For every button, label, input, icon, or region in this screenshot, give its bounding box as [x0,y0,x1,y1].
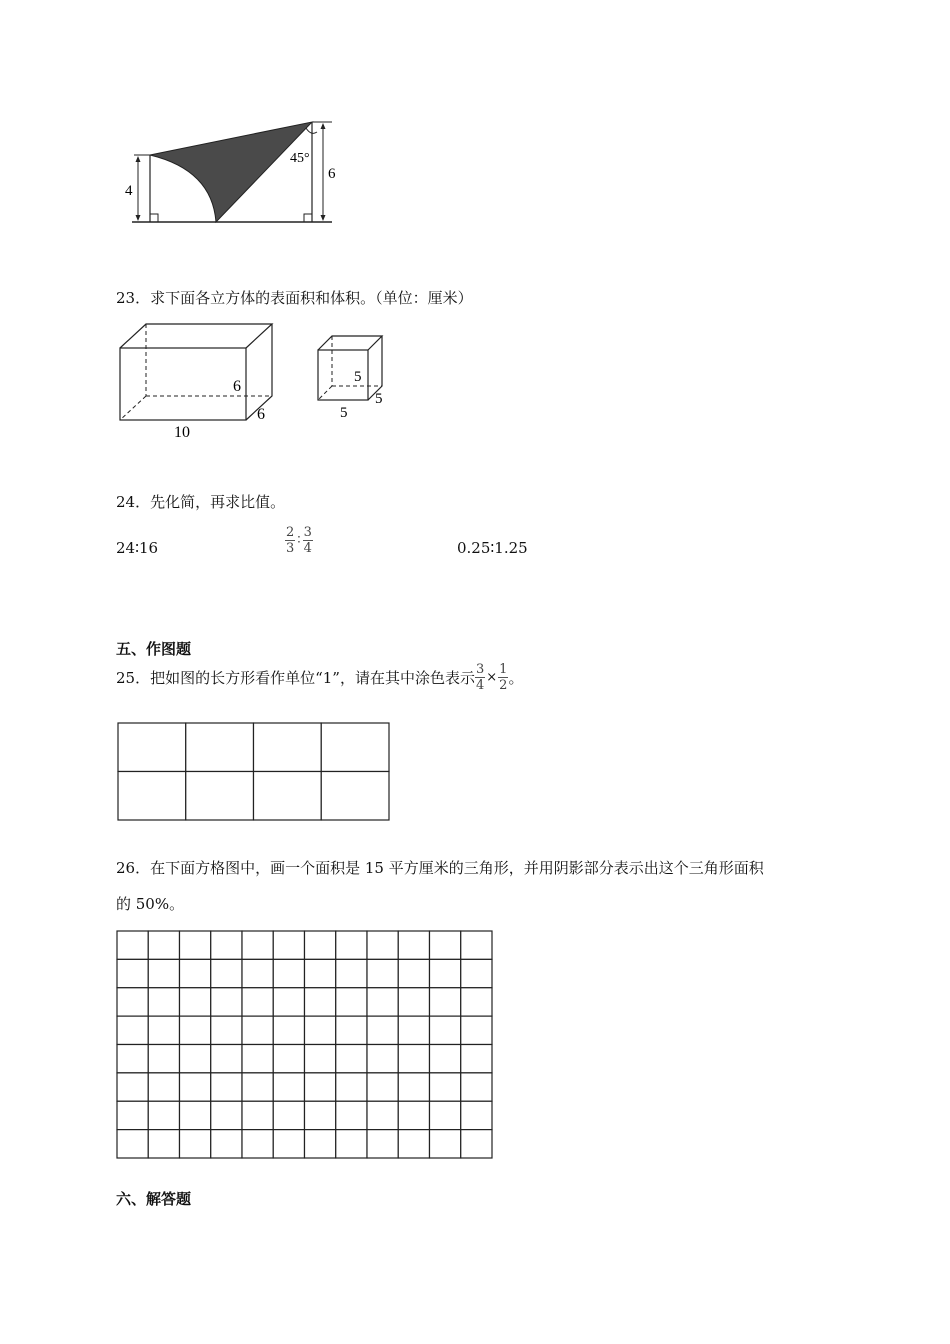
grid-square[interactable] [367,1073,398,1101]
grid-square[interactable] [398,931,429,959]
grid-square[interactable] [148,931,179,959]
grid-square[interactable] [211,1016,242,1044]
grid-square[interactable] [430,959,461,987]
grid-square[interactable] [430,1101,461,1129]
shaded-region-figure [120,110,350,235]
grid-square[interactable] [242,1130,273,1158]
grid-square[interactable] [461,959,492,987]
ratio-expression-2: $\frac{2}{3}$ ∶ $\frac{3}{4}$ [286,525,312,556]
grid-square[interactable] [117,1101,148,1129]
grid-square[interactable] [273,1101,304,1129]
grid-square[interactable] [242,1045,273,1073]
grid-square[interactable] [461,1073,492,1101]
grid-square[interactable] [211,931,242,959]
grid-square[interactable] [180,1045,211,1073]
grid-square[interactable] [336,959,367,987]
question-26-line-2: 的 50%。 [116,895,185,913]
grid-square[interactable] [336,1101,367,1129]
grid-square[interactable] [273,1073,304,1101]
grid-square[interactable] [148,1101,179,1129]
grid-square[interactable] [242,1016,273,1044]
left-height-label: 4 [125,183,133,199]
grid-square[interactable] [305,1016,336,1044]
grid-square[interactable] [242,1073,273,1101]
fraction-2-3: $\frac{2}{3}$ [286,525,295,556]
grid-square[interactable] [242,988,273,1016]
cuboid-figure [112,318,282,443]
grid-square[interactable] [180,1073,211,1101]
grid-square[interactable] [398,1101,429,1129]
fraction-3-4: $\frac{3}{4}$ [475,662,485,693]
question-26-line-1: 26．在下面方格图中，画一个面积是 15 平方厘米的三角形，并用阴影部分表示出这个三角形面积 [116,859,764,877]
grid-square[interactable] [242,931,273,959]
ratio-expression-1: 24∶16 [116,539,159,557]
grid-square[interactable] [211,1045,242,1073]
grid-cell[interactable] [254,772,322,821]
grid-square[interactable] [273,988,304,1016]
cuboid-length-label: 10 [174,424,190,441]
grid-square[interactable] [180,1101,211,1129]
grid-square[interactable] [367,1130,398,1158]
grid-square[interactable] [305,1101,336,1129]
grid-cell[interactable] [321,772,389,821]
grid-square[interactable] [336,988,367,1016]
grid-square[interactable] [305,1073,336,1101]
grid-square[interactable] [148,1016,179,1044]
question-25-text: 25．把如图的长方形看作单位“1”，请在其中涂色表示 $\frac{3}{4}$ × $\frac{1}{2}$ 。 [116,662,524,693]
grid-square[interactable] [367,1016,398,1044]
grid-square[interactable] [148,959,179,987]
grid-square[interactable] [398,959,429,987]
cube-height-label: 5 [354,369,362,385]
grid-square[interactable] [430,931,461,959]
right-height-label: 6 [328,166,336,182]
grid-square[interactable] [430,1130,461,1158]
section-5-heading: 五、作图题 [116,640,192,658]
shaded-region [150,122,312,222]
ratio-expression-3: 0.25∶1.25 [457,539,528,557]
grid-square[interactable] [305,1045,336,1073]
grid-square[interactable] [273,959,304,987]
grid-square[interactable] [398,1045,429,1073]
grid-square[interactable] [273,1130,304,1158]
grid-square[interactable] [211,988,242,1016]
grid-square[interactable] [117,1016,148,1044]
grid-square[interactable] [461,1130,492,1158]
grid-cell[interactable] [254,723,322,772]
grid-cell[interactable] [186,723,254,772]
grid-square[interactable] [211,1101,242,1129]
grid-square[interactable] [336,1045,367,1073]
grid-square[interactable] [398,1016,429,1044]
grid-square[interactable] [117,988,148,1016]
grid-square[interactable] [273,1016,304,1044]
grid-square[interactable] [305,959,336,987]
grid-square[interactable] [367,988,398,1016]
grid-square[interactable] [148,1073,179,1101]
grid-square[interactable] [461,1045,492,1073]
grid-square[interactable] [242,1101,273,1129]
grid-cell[interactable] [118,723,186,772]
grid-cell[interactable] [118,772,186,821]
grid-square[interactable] [398,988,429,1016]
grid-square[interactable] [305,1130,336,1158]
grid-square[interactable] [305,931,336,959]
grid-square[interactable] [336,1016,367,1044]
grid-square[interactable] [242,959,273,987]
square-grid[interactable] [116,930,493,1159]
grid-square[interactable] [148,1130,179,1158]
grid-square[interactable] [117,959,148,987]
cuboid-height-label: 6 [233,378,241,395]
rectangle-grid[interactable] [117,722,390,821]
grid-square[interactable] [273,1045,304,1073]
grid-square[interactable] [117,1130,148,1158]
grid-square[interactable] [180,931,211,959]
question-24-text: 24．先化简，再求比值。 [116,493,286,511]
section-6-heading: 六、解答题 [116,1190,192,1208]
grid-square[interactable] [336,1130,367,1158]
grid-square[interactable] [430,1016,461,1044]
grid-square[interactable] [367,1101,398,1129]
grid-square[interactable] [461,1101,492,1129]
grid-square[interactable] [367,959,398,987]
grid-square[interactable] [180,1130,211,1158]
cube-figure [312,330,392,425]
grid-square[interactable] [430,1073,461,1101]
grid-square[interactable] [273,931,304,959]
grid-square[interactable] [461,988,492,1016]
fraction-3-4: $\frac{3}{4}$ [303,525,312,556]
grid-square[interactable] [461,931,492,959]
grid-square[interactable] [305,988,336,1016]
cuboid-width-label: 6 [257,406,265,423]
grid-square[interactable] [180,959,211,987]
grid-square[interactable] [336,931,367,959]
grid-square[interactable] [180,1016,211,1044]
grid-square[interactable] [211,959,242,987]
grid-square[interactable] [367,1045,398,1073]
grid-square[interactable] [211,1130,242,1158]
cube-depth-label: 5 [375,391,383,407]
grid-square[interactable] [336,1073,367,1101]
cube-width-label: 5 [340,405,348,421]
grid-square[interactable] [430,1045,461,1073]
grid-square[interactable] [398,1130,429,1158]
grid-square[interactable] [461,1016,492,1044]
grid-square[interactable] [117,1045,148,1073]
grid-cell[interactable] [321,723,389,772]
grid-square[interactable] [117,931,148,959]
grid-square[interactable] [430,988,461,1016]
grid-square[interactable] [180,988,211,1016]
fraction-1-2: $\frac{1}{2}$ [499,662,508,693]
grid-square[interactable] [117,1073,148,1101]
angle-label: 45° [290,151,310,166]
grid-square[interactable] [148,1045,179,1073]
grid-square[interactable] [398,1073,429,1101]
question-23-text: 23．求下面各立方体的表面积和体积。（单位：厘米） [116,289,473,307]
grid-square[interactable] [148,988,179,1016]
grid-cell[interactable] [186,772,254,821]
grid-square[interactable] [367,931,398,959]
grid-square[interactable] [211,1073,242,1101]
